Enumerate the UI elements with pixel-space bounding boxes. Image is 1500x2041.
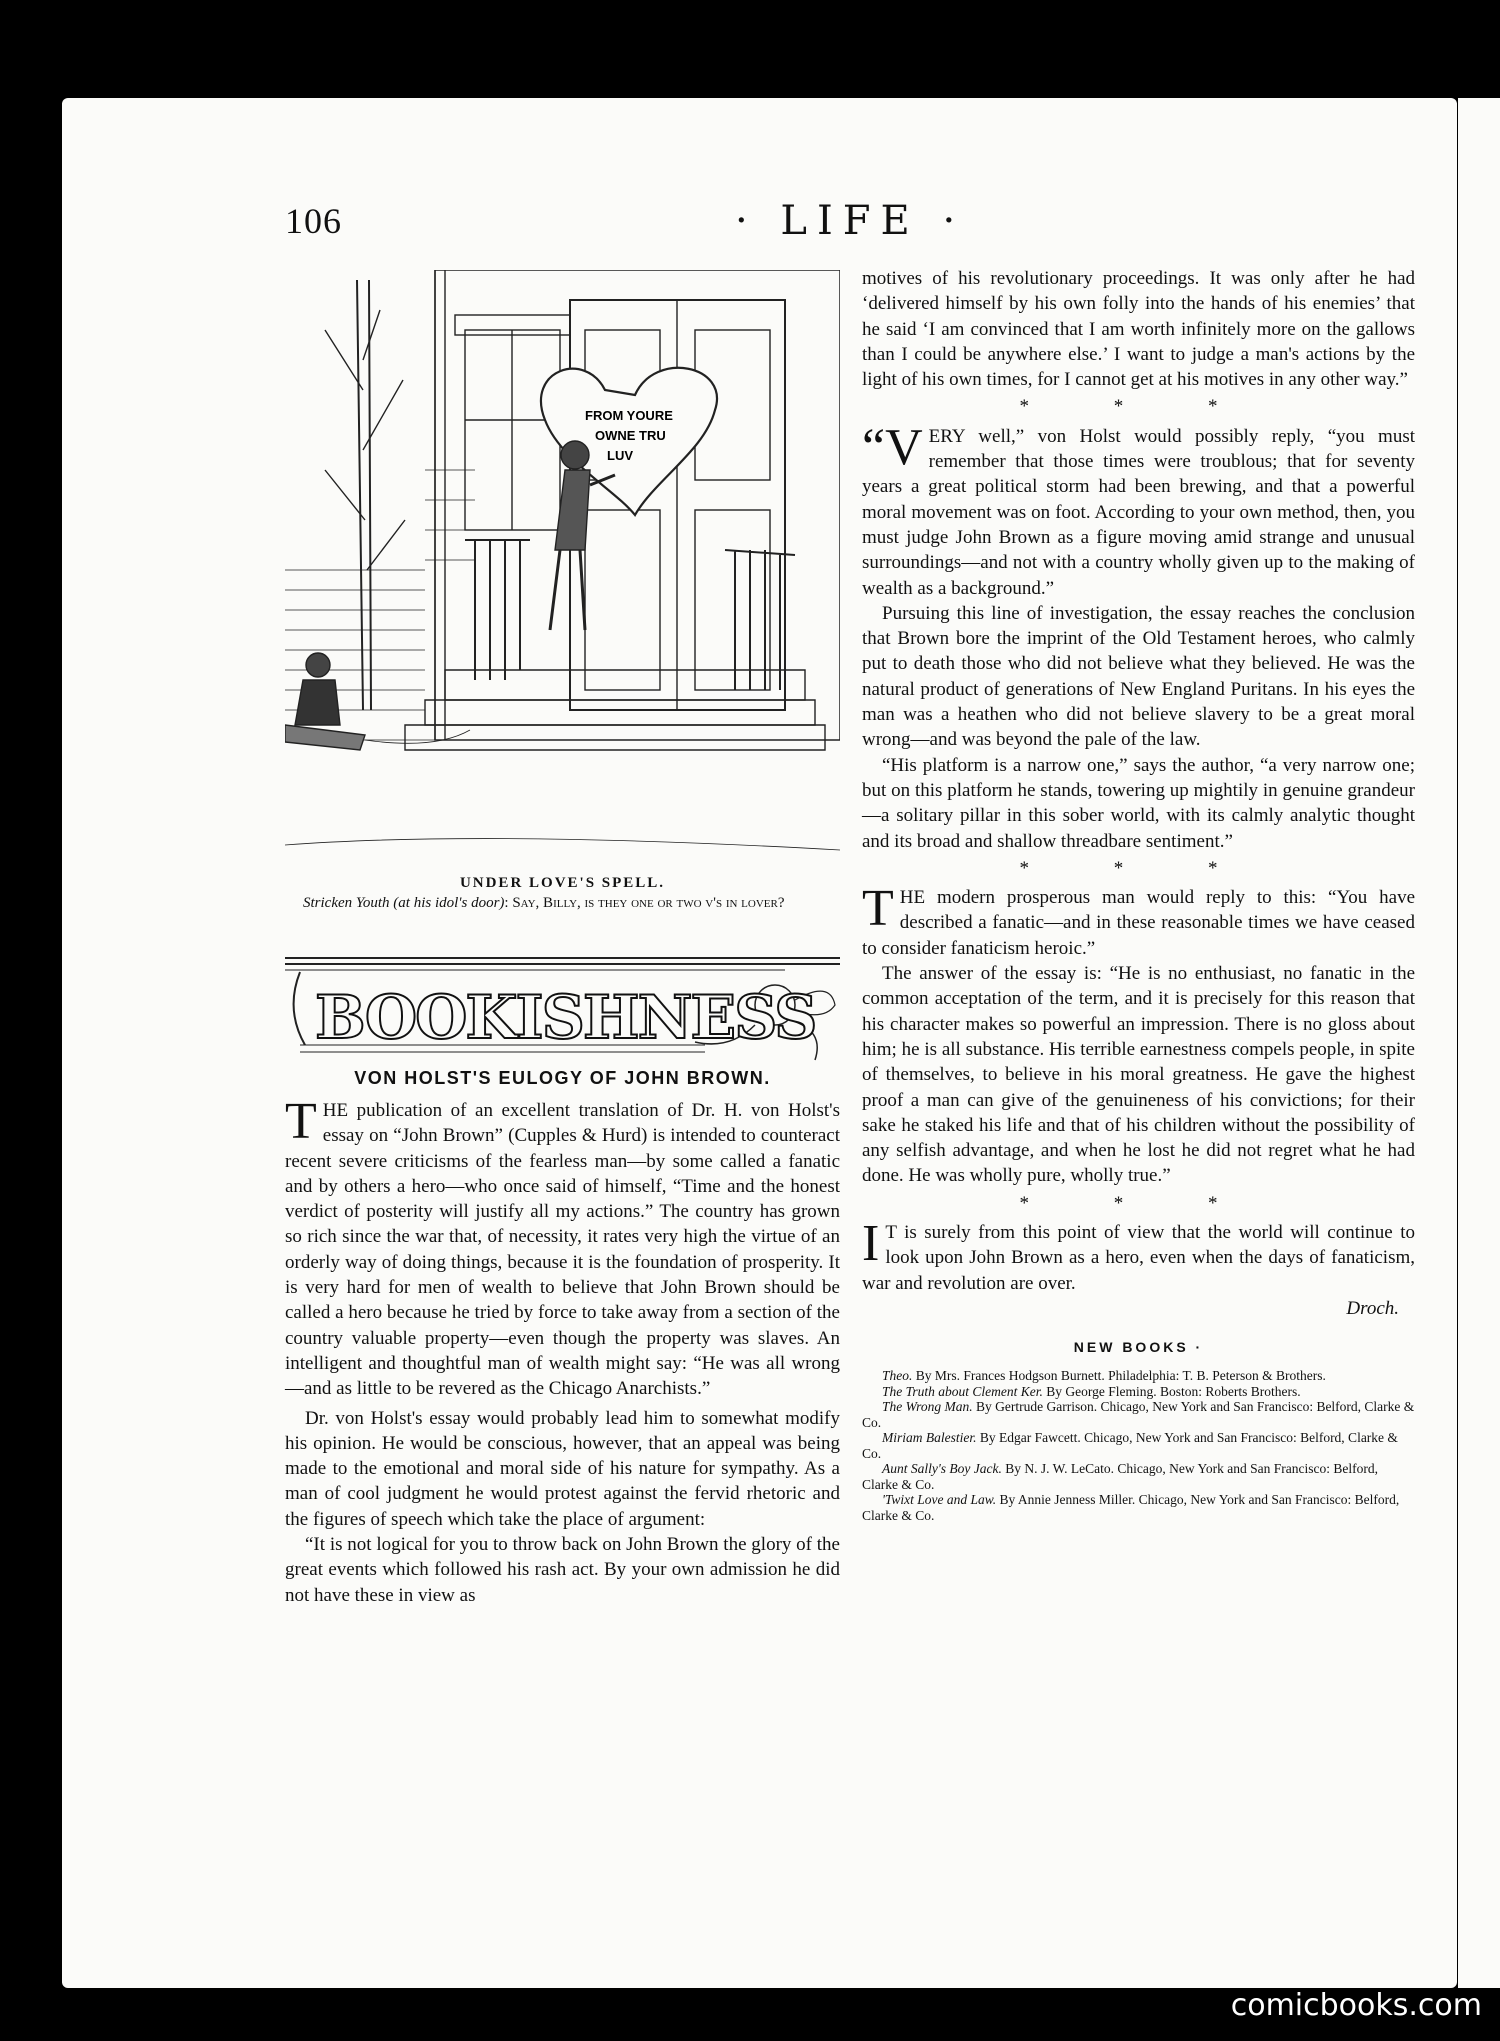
caption-stage-direction: (at his idol's door)	[393, 895, 505, 911]
drop-cap: T	[285, 1093, 317, 1150]
list-item	[862, 1384, 1415, 1400]
drop-cap: I	[862, 1214, 880, 1272]
book-details: By Edgar Fawcett. Chicago, New York and San Francisco: Belford, Clarke & Co.	[862, 1430, 1398, 1461]
list-item	[862, 1399, 1415, 1430]
page-header	[285, 200, 1415, 250]
new-books-heading: NEW BOOKS ·	[1073, 1339, 1204, 1356]
list-item	[862, 1492, 1415, 1523]
next-page-edge	[1458, 98, 1500, 1988]
section-separator: * * *	[1019, 396, 1258, 418]
right-paragraph-1: motives of his revolutionary proceedings. It was only after he had ‘delivered himself by his own folly into the hands of his enemies’ that he said ‘I am convinced that I am worth infinitely more on the gallows than I could be anywhere else.’ I want to judge a man's actions by the light of his own times, for I cannot get at his motives in any other way.”	[862, 268, 1415, 391]
author-signature: Droch.	[1346, 1297, 1399, 1319]
caption-body	[285, 893, 840, 913]
right-paragraph-2	[862, 418, 1415, 601]
heart-text-line-3: LUV	[607, 448, 633, 463]
drop-cap: “V	[862, 418, 923, 476]
right-paragraph-7	[862, 1214, 1415, 1296]
right-paragraph-3: Pursuing this line of investigation, the essay reaches the conclusion that Brown bore the imprint of the Old Testament heroes, who calmly put to death those who did not believe what they believed. He was the natural product of generations of New England Puritans. In his eyes the man was a heathen who did not believe slavery to be a great moral wrong—and was beyond the pale of the law.	[862, 602, 1415, 751]
book-details: By George Fleming. Boston: Roberts Brothers.	[1042, 1383, 1301, 1399]
book-title: Miriam Balestier.	[882, 1430, 977, 1446]
bookishness-banner	[285, 950, 840, 1065]
left-paragraph-1	[285, 1093, 840, 1402]
article-title: VON HOLST'S EULOGY OF JOHN BROWN.	[354, 1068, 771, 1088]
magazine-title: · LIFE ·	[735, 198, 966, 244]
under-loves-spell-illustration	[285, 270, 840, 860]
right-paragraph-5	[862, 880, 1415, 961]
heart-text-line-1: FROM YOURE	[585, 408, 673, 423]
page-number: 106	[285, 201, 342, 241]
right-paragraph-7-text: T is surely from this point of view that the world will continue to look upon John Brown as a hero, even when the days of fanaticism, war and revolution are over.	[862, 1221, 1415, 1294]
caption-speaker: Stricken Youth	[303, 895, 390, 911]
left-paragraph-3: “It is not logical for you to throw back on John Brown the glory of the great events which followed his rash act. By your own admission he did not have these in view as	[285, 1534, 840, 1606]
section-separator: * * *	[1019, 1192, 1258, 1214]
right-column	[862, 266, 1415, 1523]
list-item	[862, 1368, 1415, 1384]
site-watermark: comicbooks.com	[1230, 1988, 1482, 2023]
book-details: By Gertrude Garrison. Chicago, New York and San Francisco: Belford, Clarke & Co.	[862, 1399, 1415, 1430]
left-paragraph-2: Dr. von Holst's essay would probably lead him to somewhat modify his opinion. He would be conscious, however, that an appeal was being made to the emotional and moral side of his nature for sympathy. As a man of cool judgment he would protest against the fervid rhetoric and the figures of speech which take the place of argument:	[285, 1407, 840, 1530]
book-title: Aunt Sally's Boy Jack.	[882, 1461, 1002, 1477]
list-item	[862, 1461, 1415, 1492]
book-title: The Truth about Clement Ker.	[882, 1383, 1043, 1399]
right-paragraph-5-text: HE modern prosperous man would reply to this: “You have described a fanatic—and in these reasonable times we have ceased to consider fanaticism heroic.”	[862, 887, 1415, 959]
right-paragraph-2-text: ERY well,” von Holst would possibly reply, “you must remember that those times were troublous; that for seventy years a great political storm had been brewing, and that a powerful moral movement was on foot. According to your own method, then, you must judge John Brown as a figure moving amid strange and unusual surroundings—and not with a country wholly given up to the making of wealth as a background.”	[862, 425, 1415, 599]
section-separator: * * *	[1019, 857, 1258, 879]
left-paragraph-1-text: HE publication of an excellent translation of Dr. H. von Holst's essay on “John Brown” (Cupples & Hurd) is intended to counteract recent severe criticisms of the fearless man—by some called a fanatic and by others a hero—who once said of himself, “Time and the honest verdict of posterity will justify all my actions.” The country has grown so rich since the war that, of necessity, it rates very high the virtue of an orderly way of doing things, because it is the foundation of prosperity. It is very hard for men of wealth to believe that John Brown should be called a hero because he tried by force to take away from a section of the country valuable property—even though the property was slaves. An intelligent and thoughtful man of wealth might say: “He was all wrong—and as little to be revered as the Chicago Anarchists.”	[285, 1100, 840, 1400]
banner-text: BOOKISHNESS	[315, 983, 816, 1053]
caption-text: : Say, Billy, is they one or two v's in lover?	[504, 895, 785, 911]
left-column	[285, 1093, 840, 1608]
book-title: Theo.	[882, 1368, 913, 1384]
drop-cap: T	[862, 880, 894, 938]
book-details: By Mrs. Frances Hodgson Burnett. Philadelphia: T. B. Peterson & Brothers.	[912, 1368, 1326, 1384]
new-books-list	[862, 1368, 1415, 1523]
right-paragraph-4: “His platform is a narrow one,” says the author, “a very narrow one; but on this platform he stands, towering up mightily in genuine grandeur—a solitary pillar in this sober world, with its calmly analytic thought and its broad and shallow threadbare sentiment.”	[862, 754, 1415, 852]
illustration-caption	[285, 873, 840, 913]
book-title: 'Twixt Love and Law.	[882, 1492, 997, 1508]
book-title: The Wrong Man.	[882, 1399, 973, 1415]
book-details: By N. J. W. LeCato. Chicago, New York and San Francisco: Belford, Clarke & Co.	[862, 1461, 1378, 1492]
list-item	[862, 1430, 1415, 1461]
caption-title: UNDER LOVE'S SPELL.	[459, 875, 666, 891]
book-details: By Annie Jenness Miller. Chicago, New York and San Francisco: Belford, Clarke & Co.	[862, 1492, 1400, 1523]
heart-text-line-2: OWNE TRU	[595, 428, 666, 443]
right-paragraph-6: The answer of the essay is: “He is no enthusiast, no fanatic in the common acceptation of the term, and it is precisely for this reason that his character makes so powerful an impression. There is no gloss about him; he is all substance. His terrible earnestness compels people, in spite of themselves, to believe in his moral greatness. He gave the highest proof a man can give of the genuineness of his convictions; for their sake he staked his life and that of his children without the possibility of any selfish advantage, and when he lost he did not regret what he had done. He was wholly pure, wholly true.”	[862, 963, 1415, 1187]
